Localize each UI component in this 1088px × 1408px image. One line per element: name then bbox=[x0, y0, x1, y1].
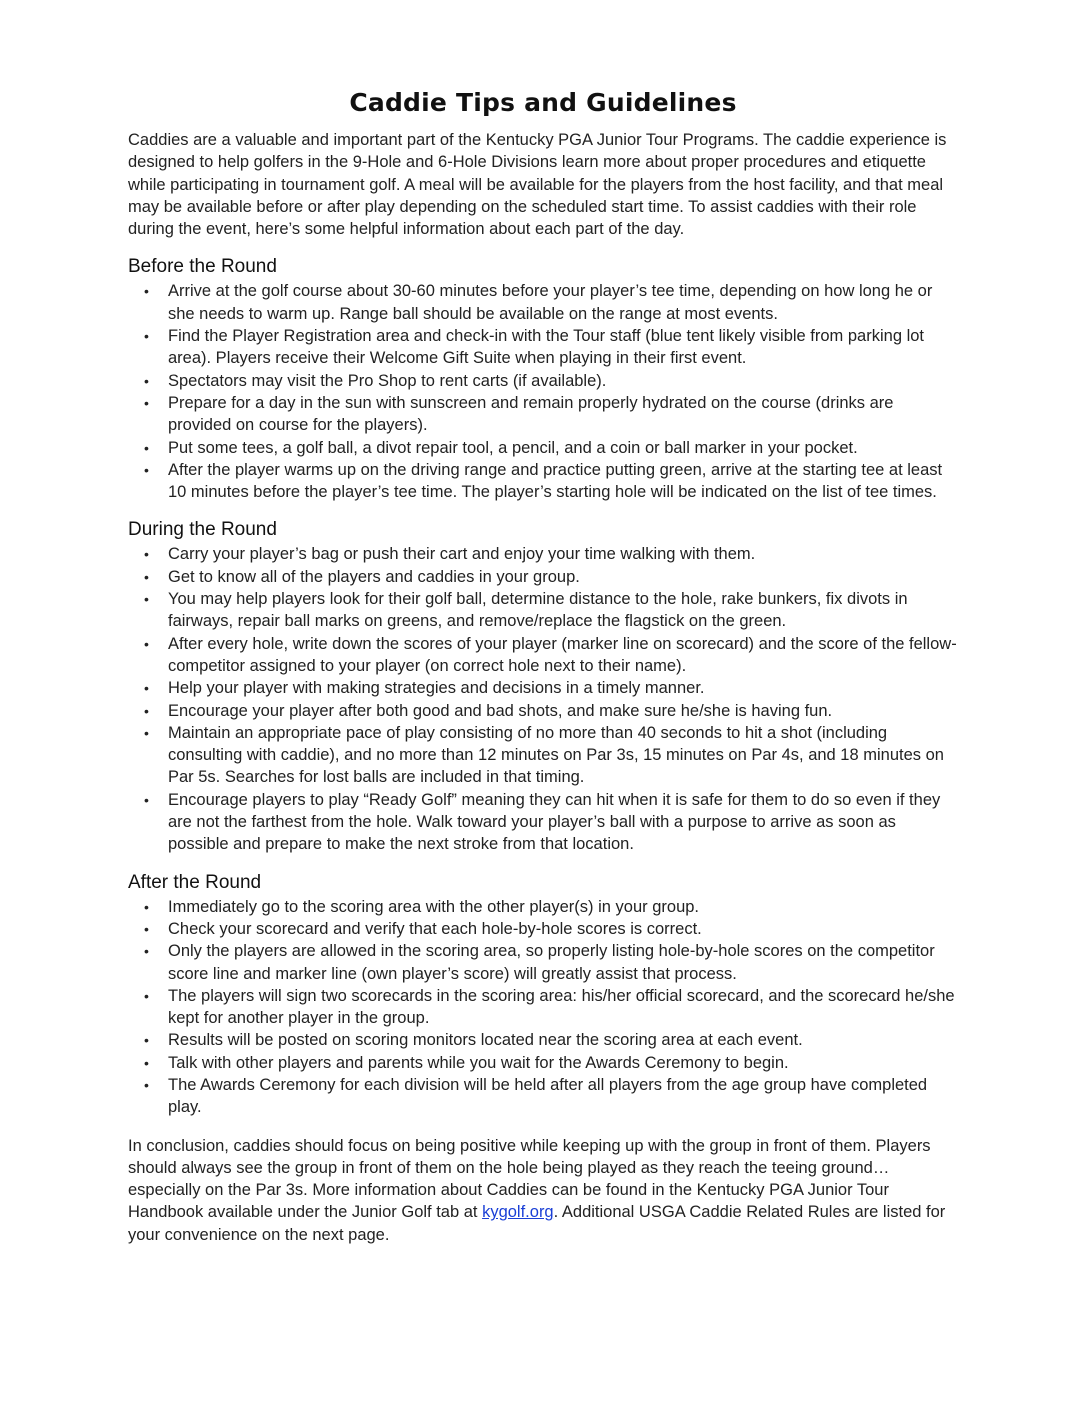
bullet-icon: • bbox=[144, 283, 149, 300]
bullet-icon: • bbox=[144, 724, 149, 741]
list-item: • After every hole, write down the scores of your player (marker line on scorecard) and the score of the fellow-competitor assigned to your player (on correct hole next to their name). bbox=[144, 634, 957, 675]
bullet-icon: • bbox=[144, 394, 149, 411]
list-item: • After the player warms up on the driving range and practice putting green, arrive at the starting tee at least 10 minutes before the player’s tee time. The player’s starting hole will be indicated on the list of tee times. bbox=[144, 460, 943, 502]
list-item: • Put some tees, a golf ball, a divot repair tool, a pencil, and a coin or ball marker in your pocket. bbox=[128, 437, 958, 459]
kygolf-link[interactable]: kygolf.org bbox=[482, 1203, 554, 1222]
bullet-icon: • bbox=[144, 680, 149, 697]
bullet-icon: • bbox=[144, 1054, 149, 1071]
bullet-icon: • bbox=[144, 1032, 149, 1049]
bullet-icon: • bbox=[144, 328, 149, 345]
bullet-icon: • bbox=[144, 546, 149, 563]
list-item: • Encourage players to play “Ready Golf” meaning they can hit when it is safe for them to do so even if they are not the farthest from the hole. Walk toward your player’s ball with a purpose to arrive as soon as possible and prepare to make the next stroke from that location. bbox=[144, 790, 941, 854]
section-after-round bbox=[128, 872, 958, 1119]
list-item: • Maintain an appropriate pace of play consisting of no more than 40 seconds to hit a shot (including consulting with caddie), and no more than 12 minutes on Par 3s, 15 minutes on Par 4s, and 18 minutes on Par 5s. Searches for lost balls are included in that timing. bbox=[144, 723, 944, 787]
bullet-icon: • bbox=[144, 791, 149, 808]
section-before-round bbox=[128, 256, 958, 503]
list-item: • Arrive at the golf course about 30-60 minutes before your player’s tee time, depending on how long he or she needs to warm up. Range ball should be available on the range at most events. bbox=[144, 282, 933, 323]
section-heading: During the Round bbox=[128, 519, 277, 541]
section-during-round bbox=[128, 519, 958, 855]
list-item: • The players will sign two scorecards in the scoring area: his/her official scorecard, and the scorecard he/she kept for another player in the group. bbox=[144, 986, 955, 1028]
list-item: • The Awards Ceremony for each division will be held after all players from the age group have completed play. bbox=[144, 1075, 928, 1117]
list-item: • Encourage your player after both good and bad shots, and make sure he/she is having fun. bbox=[128, 700, 958, 722]
bullet-icon: • bbox=[144, 943, 149, 960]
bullet-icon: • bbox=[144, 702, 149, 719]
list-item: • Help your player with making strategies and decisions in a timely manner. bbox=[128, 677, 958, 699]
bullet-list bbox=[128, 543, 958, 855]
bullet-icon: • bbox=[144, 372, 149, 389]
list-item: • Find the Player Registration area and check-in with the Tour staff (blue tent likely visible from parking lot area). Players receive their Welcome Gift Suite when playing in their first event. bbox=[144, 327, 925, 368]
list-item: • You may help players look for their golf ball, determine distance to the hole, rake bunkers, fix divots in fairways, repair ball marks on greens, and remove/replace the flagstick on the green. bbox=[144, 590, 908, 631]
bullet-list bbox=[128, 896, 958, 1119]
bullet-icon: • bbox=[144, 461, 149, 478]
list-item: • Spectators may visit the Pro Shop to rent carts (if available). bbox=[128, 370, 958, 392]
conclusion-paragraph: In conclusion, caddies should focus on being positive while keeping up with the group in front of them. Players should always see the group in front of them on the hole being played as they reach the teeing ground… especially on the Par 3s. More information about Caddies can be found in the Kentucky PGA Junior Tour Handbook available under the Junior Golf tab at kygolf.org. Additional USGA Caddie Related Rules are listed for your convenience on the next page. bbox=[128, 1136, 946, 1244]
list-item: • Talk with other players and parents while you wait for the Awards Ceremony to begin. bbox=[128, 1052, 958, 1074]
list-item: • Results will be posted on scoring monitors located near the scoring area at each event. bbox=[128, 1029, 958, 1051]
bullet-icon: • bbox=[144, 920, 149, 937]
section-heading: After the Round bbox=[128, 871, 262, 893]
bullet-icon: • bbox=[144, 635, 149, 652]
list-item: • Get to know all of the players and caddies in your group. bbox=[128, 566, 958, 588]
list-item: • Only the players are allowed in the scoring area, so properly listing hole-by-hole scores on the competitor score line and marker line (own player’s score) will greatly assist that process. bbox=[144, 942, 935, 983]
bullet-icon: • bbox=[144, 987, 149, 1004]
list-item: • Immediately go to the scoring area with the other player(s) in your group. bbox=[128, 896, 958, 918]
list-item: • Carry your player’s bag or push their cart and enjoy your time walking with them. bbox=[128, 543, 958, 565]
bullet-icon: • bbox=[144, 439, 149, 456]
bullet-list bbox=[128, 280, 958, 503]
bullet-icon: • bbox=[144, 1076, 149, 1093]
intro-paragraph: Caddies are a valuable and important part of the Kentucky PGA Junior Tour Programs. The caddie experience is designed to help golfers in the 9-Hole and 6-Hole Divisions learn more about proper procedures and etiquette while participating in tournament golf. A meal will be available for the players from the host facility, and that meal may be available before or after play depending on the scheduled start time. To assist caddies with their role during the event, here’s some helpful information about each part of the day. bbox=[128, 131, 947, 239]
bullet-icon: • bbox=[144, 568, 149, 585]
list-item: • Check your scorecard and verify that each hole-by-hole scores is correct. bbox=[128, 918, 958, 940]
page-title: Caddie Tips and Guidelines bbox=[349, 88, 737, 117]
section-heading: Before the Round bbox=[128, 256, 277, 278]
list-item: • Prepare for a day in the sun with sunscreen and remain properly hydrated on the course (drinks are provided on course for the players). bbox=[144, 393, 894, 435]
bullet-icon: • bbox=[144, 898, 149, 915]
bullet-icon: • bbox=[144, 591, 149, 608]
